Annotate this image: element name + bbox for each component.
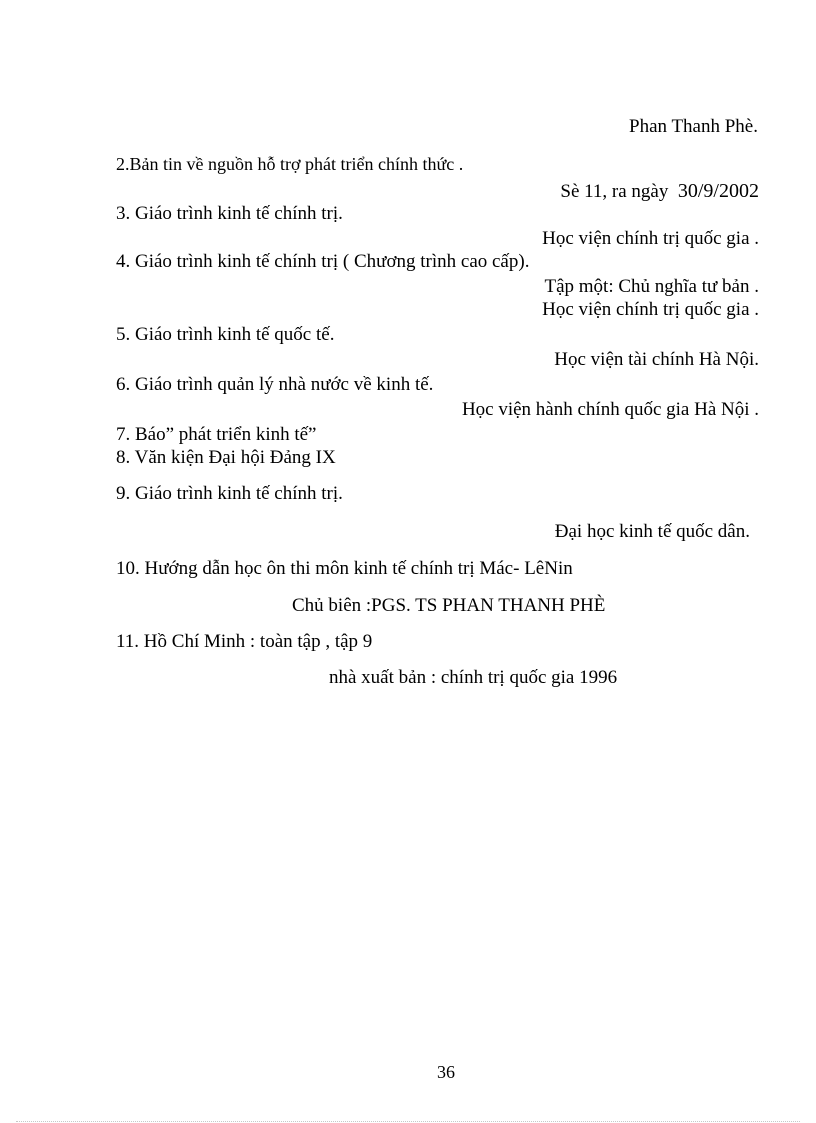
reference-publisher-4: Học viện chính trị quốc gia . bbox=[542, 299, 759, 320]
reference-issue-line bbox=[560, 180, 759, 203]
reference-item-7: 7. Báo” phát triển kinh tế” bbox=[116, 424, 317, 445]
reference-item-2: 2.Bản tin về nguồn hỗ trợ phát triển chính thức . bbox=[116, 154, 464, 174]
reference-editor-10: Chủ biên :PGS. TS PHAN THANH PHÈ bbox=[292, 595, 606, 616]
issue-date: 30/9/2002 bbox=[677, 180, 759, 202]
reference-item-11: 11. Hồ Chí Minh : toàn tập , tập 9 bbox=[116, 631, 373, 652]
reference-publisher-6: Học viện hành chính quốc gia Hà Nội . bbox=[461, 399, 759, 420]
reference-item-8: 8. Văn kiện Đại hội Đảng IX bbox=[116, 447, 336, 468]
reference-item-6: 6. Giáo trình quản lý nhà nước về kinh tế. bbox=[116, 374, 434, 395]
page-bottom-divider bbox=[16, 1121, 800, 1122]
issue-text: Sè 11, ra ngày bbox=[560, 181, 669, 202]
reference-publisher-9: Đại học kinh tế quốc dân. bbox=[554, 521, 750, 542]
page-number: 36 bbox=[437, 1062, 455, 1082]
reference-publisher-5: Học viện tài chính Hà Nội. bbox=[554, 349, 759, 370]
reference-item-10: 10. Hướng dẫn học ôn thi môn kinh tế chính trị Mác- LêNin bbox=[116, 558, 573, 579]
reference-item-3: 3. Giáo trình kinh tế chính trị. bbox=[116, 203, 343, 224]
reference-volume-4: Tập một: Chủ nghĩa tư bản . bbox=[544, 276, 759, 297]
reference-publisher-11: nhà xuất bản : chính trị quốc gia 1996 bbox=[329, 667, 618, 688]
reference-item-9: 9. Giáo trình kinh tế chính trị. bbox=[116, 483, 343, 504]
reference-author-line: Phan Thanh Phè. bbox=[629, 116, 758, 137]
reference-item-5: 5. Giáo trình kinh tế quốc tế. bbox=[116, 324, 335, 345]
reference-item-4: 4. Giáo trình kinh tế chính trị ( Chương trình cao cấp). bbox=[116, 251, 530, 272]
reference-publisher-3: Học viện chính trị quốc gia . bbox=[542, 228, 759, 249]
